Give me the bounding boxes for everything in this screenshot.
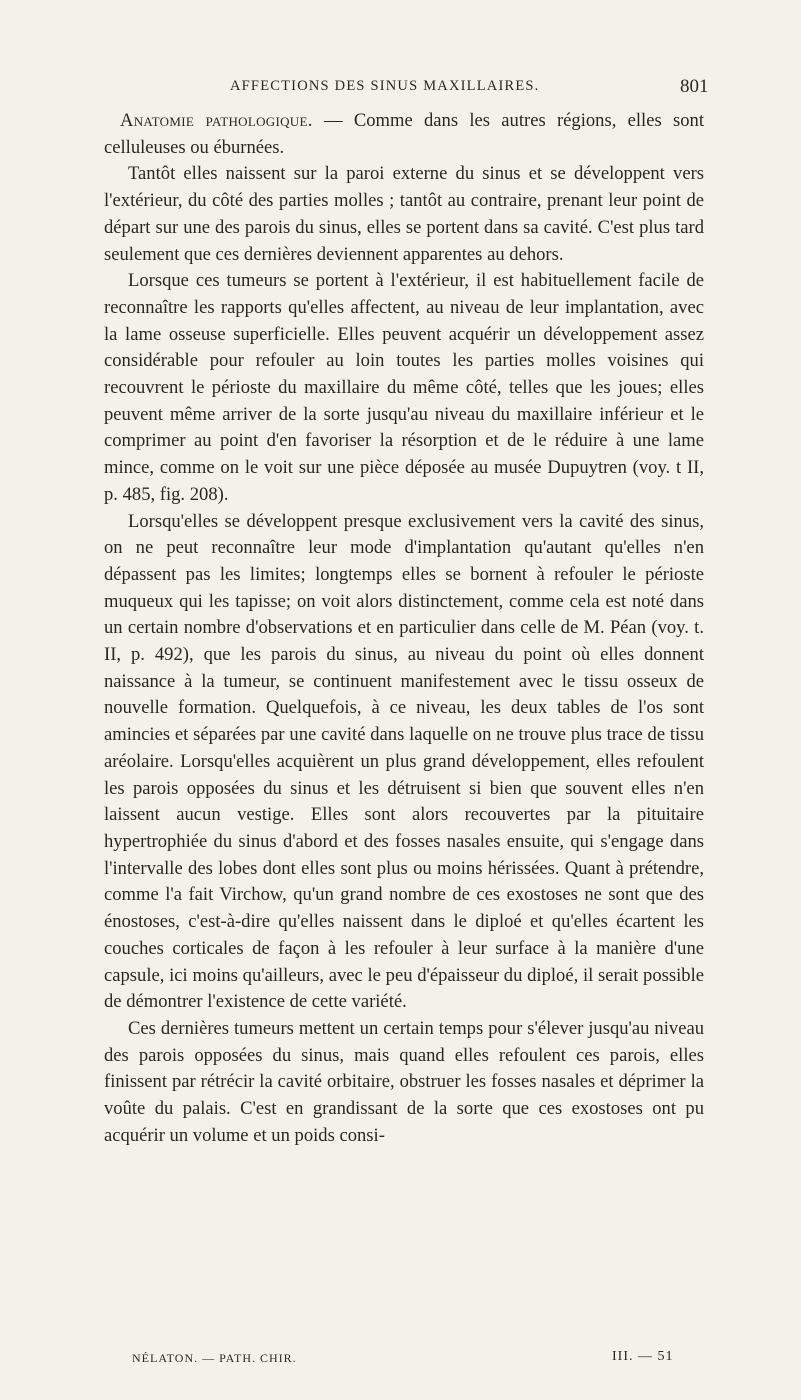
footer-sheet: III. — 51 [612, 1349, 674, 1364]
paragraph-5: Ces dernières tumeurs mettent un certain temps pour s'élever jusqu'au niveau des parois opposées du sinus, mais quand elles refoulent ces parois, elles finissent par rétrécir la cavité orbitaire, obstruer les fosses nasales et déprimer la voûte du palais. C'est en grandissant de la sorte que ces exostoses ont pu acquérir un volume et un poids consi- [104, 1017, 704, 1146]
paragraph-1 [104, 108, 704, 161]
paragraph-1-text: — Comme dans les autres régions, elles sont celluleuses ou éburnées. [104, 110, 704, 158]
paragraph-4: Lorsqu'elles se développent presque exclusivement vers la cavité des sinus, on ne peut reconnaître leur mode d'implantation qu'autant qu'elles n'en dépassent pas les limites; longtemps elles se bornent à refouler le périoste muqueux qui les tapisse; on voit alors distinctement, comme cela est noté dans un certain nombre d'observations et en particulier dans celle de M. Péan (voy. t. II, p. 492), que les parois du sinus, au niveau du point où elles donnent naissance à la tumeur, se continuent manifestement avec le tissu osseux de nouvelle formation. Quelquefois, à ce niveau, les deux tables de l'os sont amincies et séparées par une cavité dans laquelle on ne trouve plus trace de tissu aréolaire. Lorsqu'elles acquièrent un plus grand développement, elles refoulent les parois opposées du sinus et les détruisent si bien que souvent elles n'en laissent aucun vestige. Elles sont alors recouvertes par la pituitaire hypertrophiée du sinus d'abord et des fosses nasales ensuite, qui s'engage dans l'intervalle des lobes dont elles sont plus ou moins hérissées. Quant à prétendre, comme l'a fait Virchow, qu'un grand nombre de ces exostoses ne sont que des énostoses, c'est-à-dire qu'elles naissent dans le diploé et qu'elles écartent les couches corticales de façon à les refouler à leur surface à la manière d'une capsule, ici moins qu'ailleurs, avec le peu d'épaisseur du diploé, il serait possible de démontrer l'existence de cette variété. [104, 510, 704, 1013]
section-lead: Anatomie pathologique. [120, 110, 313, 131]
paragraph-2: Tantôt elles naissent sur la paroi externe du sinus et se développent vers l'extérieur, du côté des parties molles ; tantôt au contraire, prenant leur point de départ sur une des parois du sinus, elles se portent dans sa cavité. C'est plus tard seulement que ces dernières deviennent apparentes au dehors. [104, 163, 704, 265]
page-number: 801 [680, 76, 709, 97]
running-title: AFFECTIONS DES SINUS MAXILLAIRES. [230, 78, 540, 94]
body-text [104, 108, 704, 1149]
paragraph-3: Lorsque ces tumeurs se portent à l'extérieur, il est habituellement facile de reconnaître les rapports qu'elles affectent, au niveau de leur implantation, avec la lame osseuse superficielle. Elles peuvent acquérir un développement assez considérable pour refouler au loin toutes les parties molles voisines qui recouvrent le périoste du maxillaire du même côté, telles que les joues; elles peuvent même arriver de la sorte jusqu'au niveau du maxillaire inférieur et le comprimer au point d'en favoriser la résorption et de le réduire à une lame mince, comme on le voit sur une pièce déposée au musée Dupuytren (voy. t II, p. 485, fig. 208). [104, 270, 704, 505]
footer-signature: NÉLATON. — PATH. CHIR. [132, 1351, 297, 1365]
